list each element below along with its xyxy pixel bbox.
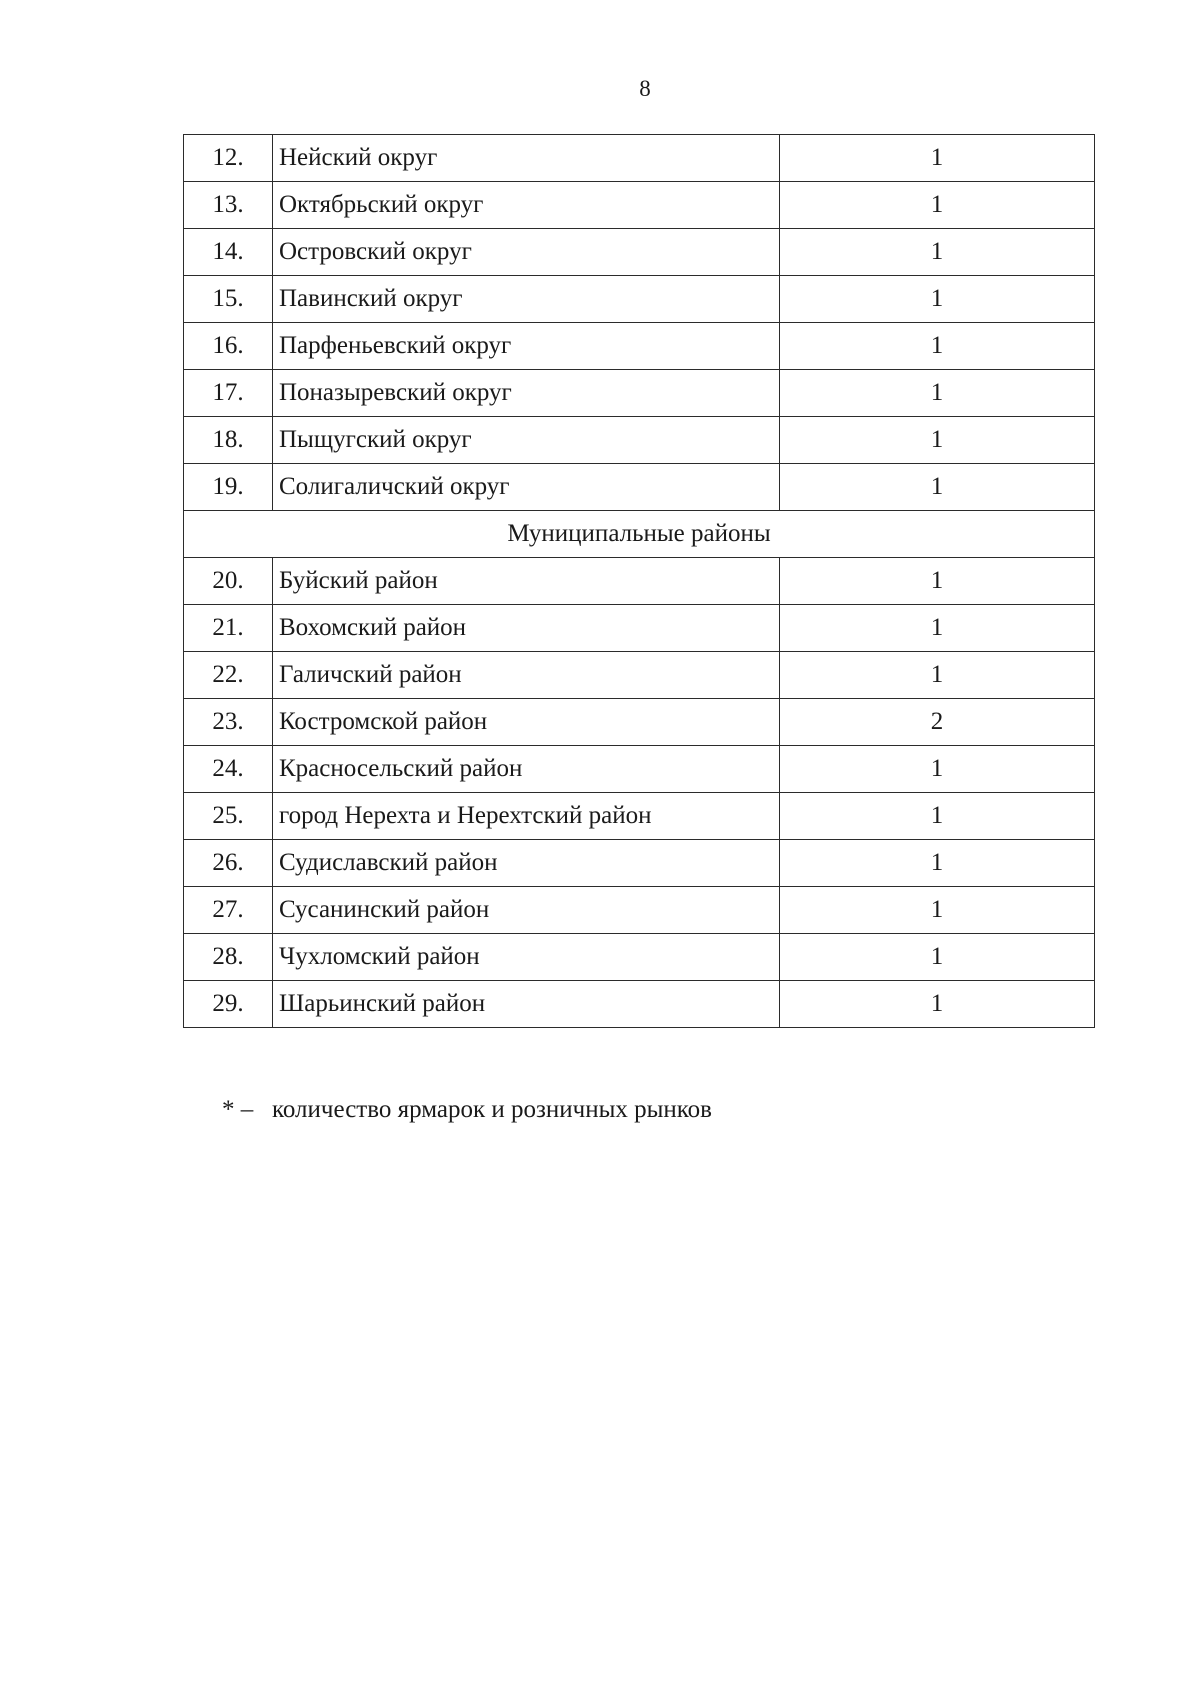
row-number: 23. [184, 699, 273, 746]
table-row [184, 699, 1095, 746]
market-count: 1 [780, 135, 1095, 182]
table-body [184, 135, 1095, 1028]
row-number: 18. [184, 417, 273, 464]
row-number: 16. [184, 323, 273, 370]
district-name: Буйский район [273, 558, 780, 605]
district-name: Вохомский район [273, 605, 780, 652]
district-name: город Нерехта и Нерехтский район [273, 793, 780, 840]
row-number: 22. [184, 652, 273, 699]
row-number: 29. [184, 981, 273, 1028]
footnote [222, 1096, 712, 1124]
table-row [184, 840, 1095, 887]
market-count: 1 [780, 840, 1095, 887]
row-number: 24. [184, 746, 273, 793]
row-number: 17. [184, 370, 273, 417]
market-count: 1 [780, 417, 1095, 464]
row-number: 25. [184, 793, 273, 840]
section-header-row [184, 511, 1095, 558]
district-name: Красносельский район [273, 746, 780, 793]
market-count: 1 [780, 323, 1095, 370]
district-name: Октябрьский округ [273, 182, 780, 229]
district-name: Галичский район [273, 652, 780, 699]
district-name: Пыщугский округ [273, 417, 780, 464]
district-name: Поназыревский округ [273, 370, 780, 417]
row-number: 14. [184, 229, 273, 276]
row-number: 21. [184, 605, 273, 652]
table-row [184, 605, 1095, 652]
market-count: 1 [780, 605, 1095, 652]
market-count: 1 [780, 793, 1095, 840]
footnote-mark: * – [222, 1096, 254, 1123]
table-row [184, 323, 1095, 370]
market-count: 1 [780, 887, 1095, 934]
row-number: 26. [184, 840, 273, 887]
row-number: 20. [184, 558, 273, 605]
district-name: Павинский округ [273, 276, 780, 323]
district-name: Островский округ [273, 229, 780, 276]
table-row [184, 135, 1095, 182]
markets-table [183, 134, 1095, 1028]
row-number: 12. [184, 135, 273, 182]
market-count: 1 [780, 934, 1095, 981]
row-number: 19. [184, 464, 273, 511]
district-name: Нейский округ [273, 135, 780, 182]
district-name: Шарьинский район [273, 981, 780, 1028]
market-count: 1 [780, 370, 1095, 417]
market-count: 1 [780, 229, 1095, 276]
row-number: 15. [184, 276, 273, 323]
market-count: 1 [780, 652, 1095, 699]
district-name: Парфеньевский округ [273, 323, 780, 370]
district-name: Сусанинский район [273, 887, 780, 934]
table-row [184, 276, 1095, 323]
section-header: Муниципальные районы [184, 511, 1095, 558]
district-name: Костромской район [273, 699, 780, 746]
table-row [184, 182, 1095, 229]
table-row [184, 558, 1095, 605]
footnote-text: количество ярмарок и розничных рынков [272, 1096, 712, 1123]
district-name: Чухломский район [273, 934, 780, 981]
table-row [184, 652, 1095, 699]
market-count: 1 [780, 558, 1095, 605]
table-row [184, 229, 1095, 276]
district-name: Судиславский район [273, 840, 780, 887]
row-number: 13. [184, 182, 273, 229]
table-row [184, 887, 1095, 934]
market-count: 1 [780, 464, 1095, 511]
row-number: 27. [184, 887, 273, 934]
table-row [184, 934, 1095, 981]
table-row [184, 793, 1095, 840]
market-count: 1 [780, 276, 1095, 323]
table-row [184, 746, 1095, 793]
table-row [184, 370, 1095, 417]
district-name: Солигаличский округ [273, 464, 780, 511]
market-count: 1 [780, 182, 1095, 229]
row-number: 28. [184, 934, 273, 981]
market-count: 1 [780, 746, 1095, 793]
table-row [184, 464, 1095, 511]
page-number: 8 [639, 76, 651, 101]
market-count: 1 [780, 981, 1095, 1028]
table-row [184, 981, 1095, 1028]
market-count: 2 [780, 699, 1095, 746]
table-row [184, 417, 1095, 464]
